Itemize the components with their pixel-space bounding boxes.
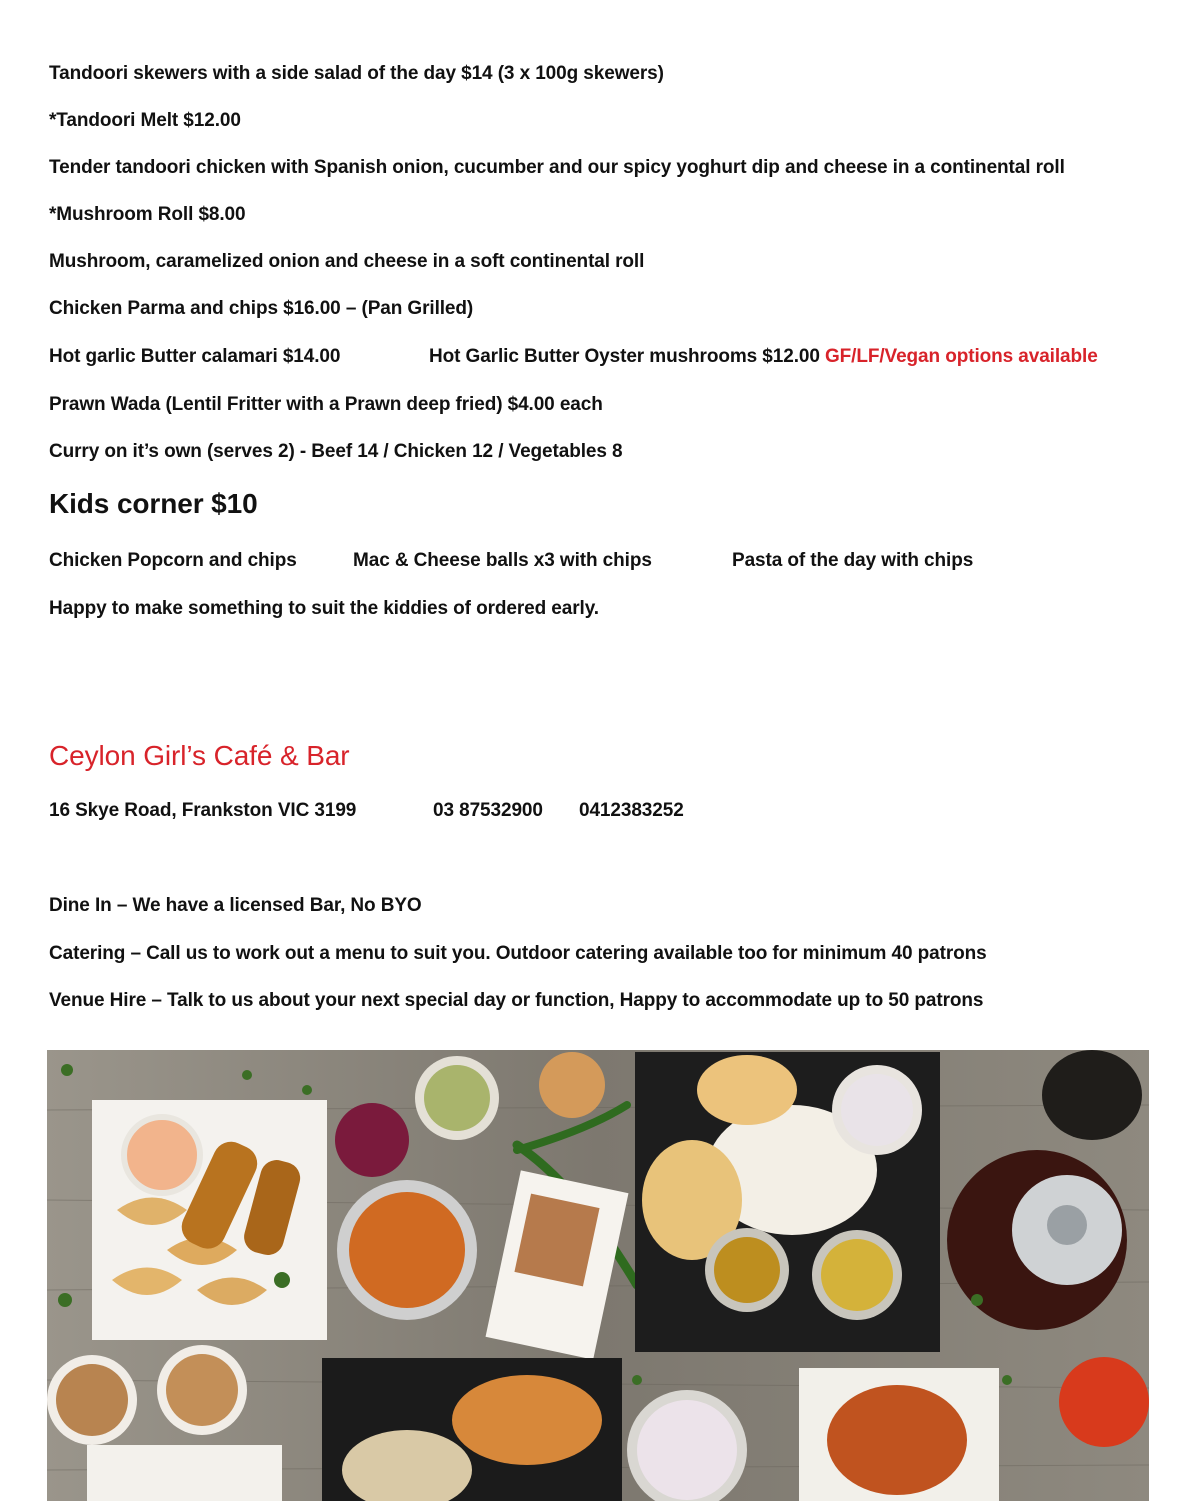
business-phone-mobile: 0412383252 (579, 800, 684, 821)
menu-item-garlic-oyster-mushrooms: Hot Garlic Butter Oyster mushrooms $12.00 (429, 346, 820, 367)
menu-row-oyster (429, 346, 1098, 368)
menu-item-tandoori-skewers: Tandoori skewers with a side salad of the day $14 (3 x 100g skewers) (49, 63, 664, 84)
menu-item-mushroom-roll-description: Mushroom, caramelized onion and cheese in a soft continental roll (49, 251, 645, 272)
business-phone-landline: 03 87532900 (433, 800, 543, 821)
service-venue-hire: Venue Hire – Talk to us about your next special day or function, Happy to accommodate up to 50 patrons (49, 990, 984, 1011)
business-name: Ceylon Girl’s Café & Bar (49, 740, 350, 771)
menu-item-curry: Curry on it’s own (serves 2) - Beef 14 / Chicken 12 / Vegetables 8 (49, 441, 623, 462)
kids-note: Happy to make something to suit the kiddies of ordered early. (49, 598, 599, 619)
business-address: 16 Skye Road, Frankston VIC 3199 (49, 800, 357, 821)
menu-item-mushroom-roll: *Mushroom Roll $8.00 (49, 204, 246, 225)
menu-item-garlic-calamari: Hot garlic Butter calamari $14.00 (49, 346, 341, 367)
menu-item-chicken-parma: Chicken Parma and chips $16.00 – (Pan Grilled) (49, 298, 474, 319)
menu-item-prawn-wada: Prawn Wada (Lentil Fritter with a Prawn deep fried) $4.00 each (49, 394, 603, 415)
menu-row-garlic (49, 346, 340, 368)
food-spread-photo (47, 1050, 1149, 1501)
service-dine-in: Dine In – We have a licensed Bar, No BYO (49, 895, 422, 916)
kids-option-popcorn: Chicken Popcorn and chips (49, 550, 297, 571)
dietary-options-note: GF/LF/Vegan options available (825, 346, 1098, 367)
kids-option-pasta: Pasta of the day with chips (732, 550, 974, 571)
menu-item-tandoori-melt: *Tandoori Melt $12.00 (49, 110, 241, 131)
menu-item-tandoori-melt-description: Tender tandoori chicken with Spanish onion, cucumber and our spicy yoghurt dip and cheese in a continental roll (49, 157, 1065, 178)
kids-option-mac-cheese: Mac & Cheese balls x3 with chips (353, 550, 652, 571)
service-catering: Catering – Call us to work out a menu to suit you. Outdoor catering available too for minimum 40 patrons (49, 943, 987, 964)
kids-corner-heading: Kids corner $10 (49, 488, 258, 519)
